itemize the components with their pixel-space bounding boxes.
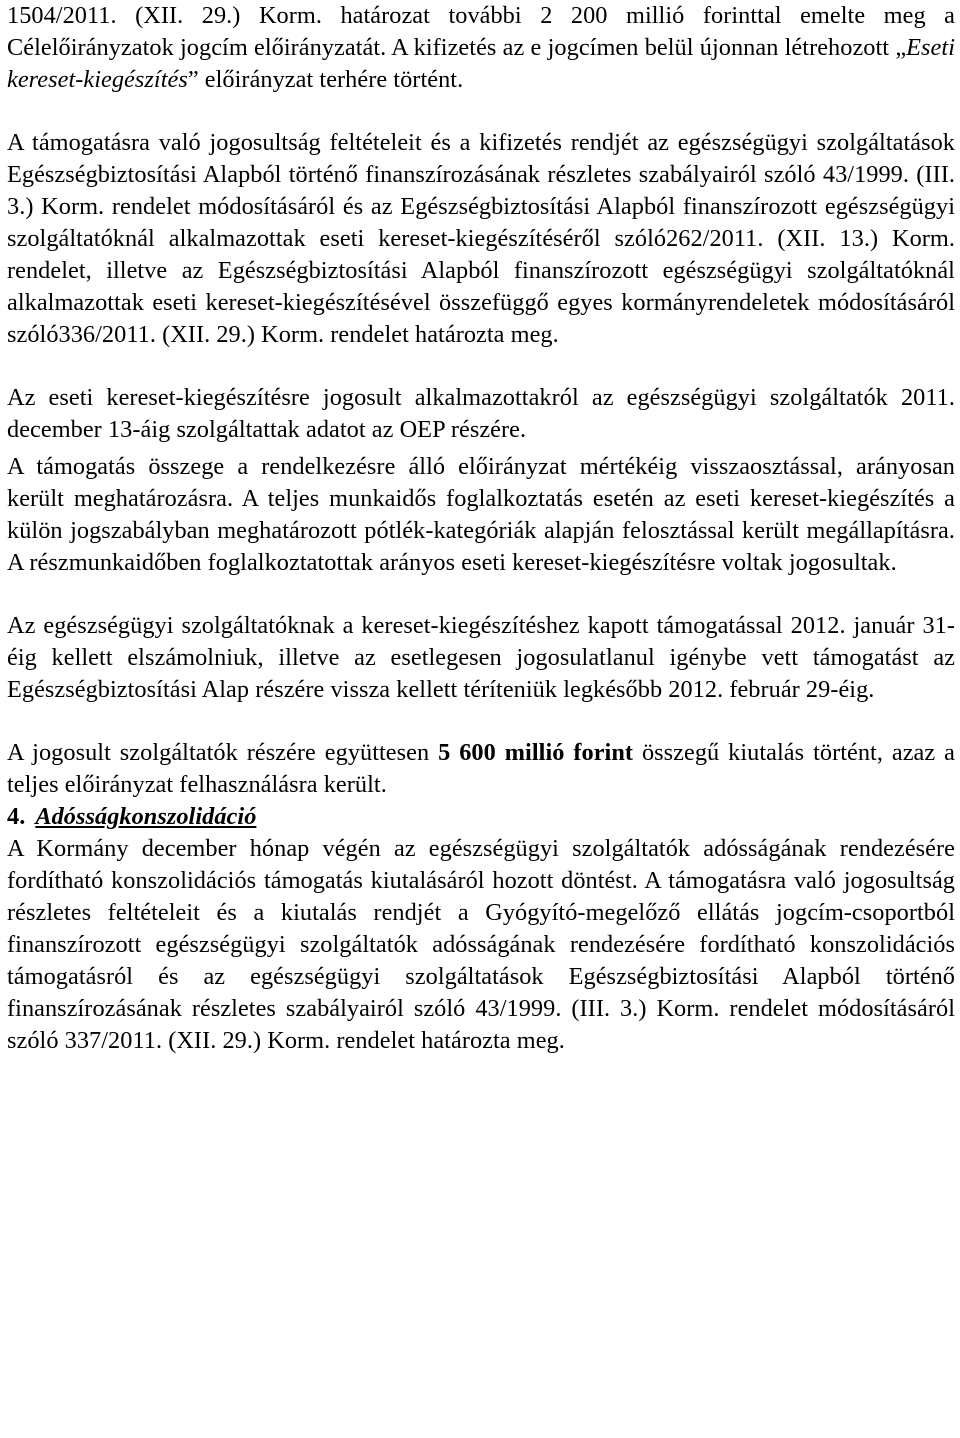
paragraph-amount-distribution: A támogatás összege a rendelkezésre álló előirányzat mértékéig visszaosztással, arányosan került meghatározásra. A teljes munkaidős foglalkoztatás esetén az eseti kereset-kiegészítés a külön jogszabályban meghatározott pótlék-kategóriák alapján felosztással került megállapításra. A részmunkaidőben foglalkoztatottak arányos eseti kereset-kiegészítésre voltak jogosultak.	[7, 453, 955, 576]
paragraph-text: ” előirányzat terhére történt.	[187, 66, 464, 93]
appropriation-name: Eseti kereset-kiegészítés	[7, 34, 955, 93]
paragraph-text: 1504/2011. (XII. 29.) Korm. határozat további 2 200 millió forinttal emelte meg a Célelőirányzatok jogcím előirányzatát. A kifizetés az e jogcímen belül újonnan létrehozott „	[7, 2, 955, 61]
section-title: Adósságkonszolidáció	[35, 803, 257, 830]
paragraph-settlement-deadline: Az egészségügyi szolgáltatóknak a kereset-kiegészítéshez kapott támogatással 2012. január 31-éig kellett elszámolniuk, illetve az esetlegesen jogosulatlanul igénybe vett támogatást az Egészségbiztosítási Alap részére vissza kellett téríteniük legkésőbb 2012. február 29-éig.	[7, 612, 955, 703]
total-amount: 5 600 millió forint	[438, 739, 634, 766]
section-number: 4.	[7, 803, 26, 830]
paragraph-debt-consolidation: A Kormány december hónap végén az egészségügyi szolgáltatók adósságának rendezésére fordítható konszolidációs támogatás kiutalásáról hozott döntést. A támogatásra való jogosultság részletes feltételeit és a kiutalás rendjét a Gyógyító-megelőző ellátás jogcím-csoportból finanszírozott egészségügyi szolgáltatók adósságának rendezésére fordítható konszolidációs támogatásról és az egészségügyi szolgáltatások Egészségbiztosítási Alapból történő finanszírozásának részletes szabályairól szóló 43/1999. (III. 3.) Korm. rendelet módosításáról szóló 337/2011. (XII. 29.) Korm. rendelet határozta meg.	[7, 835, 955, 1054]
paragraph-text: A jogosult szolgáltatók részére együttesen	[7, 739, 439, 766]
paragraph-eligibility-rules: A támogatásra való jogosultság feltételeit és a kifizetés rendjét az egészségügyi szolgáltatások Egészségbiztosítási Alapból történő finanszírozásának részletes szabályairól szóló 43/1999. (III. 3.) Korm. rendelet módosításáról és az Egészségbiztosítási Alapból finanszírozott egészségügyi szolgáltatóknál alkalmazottak eseti kereset-kiegészítéséről szóló262/2011. (XII. 13.) Korm. rendelet, illetve az Egészségbiztosítási Alapból finanszírozott egészségügyi szolgáltatóknál alkalmazottak eseti kereset-kiegészítésével összefüggő egyes kormányrendeletek módosításáról szóló336/2011. (XII. 29.) Korm. rendelet határozta meg.	[7, 129, 955, 348]
paragraph-data-submission: Az eseti kereset-kiegészítésre jogosult alkalmazottakról az egészségügyi szolgáltatók 2011. december 13-áig szolgáltattak adatot az OEP részére.	[7, 384, 955, 443]
paragraph-eseti-kereset-funding	[7, 0, 955, 96]
paragraph-total-payment	[7, 737, 955, 801]
paragraph-text: összegű kiutalás történt, azaz a teljes előirányzat felhasználásra került.	[7, 739, 955, 798]
section-heading	[7, 801, 955, 833]
